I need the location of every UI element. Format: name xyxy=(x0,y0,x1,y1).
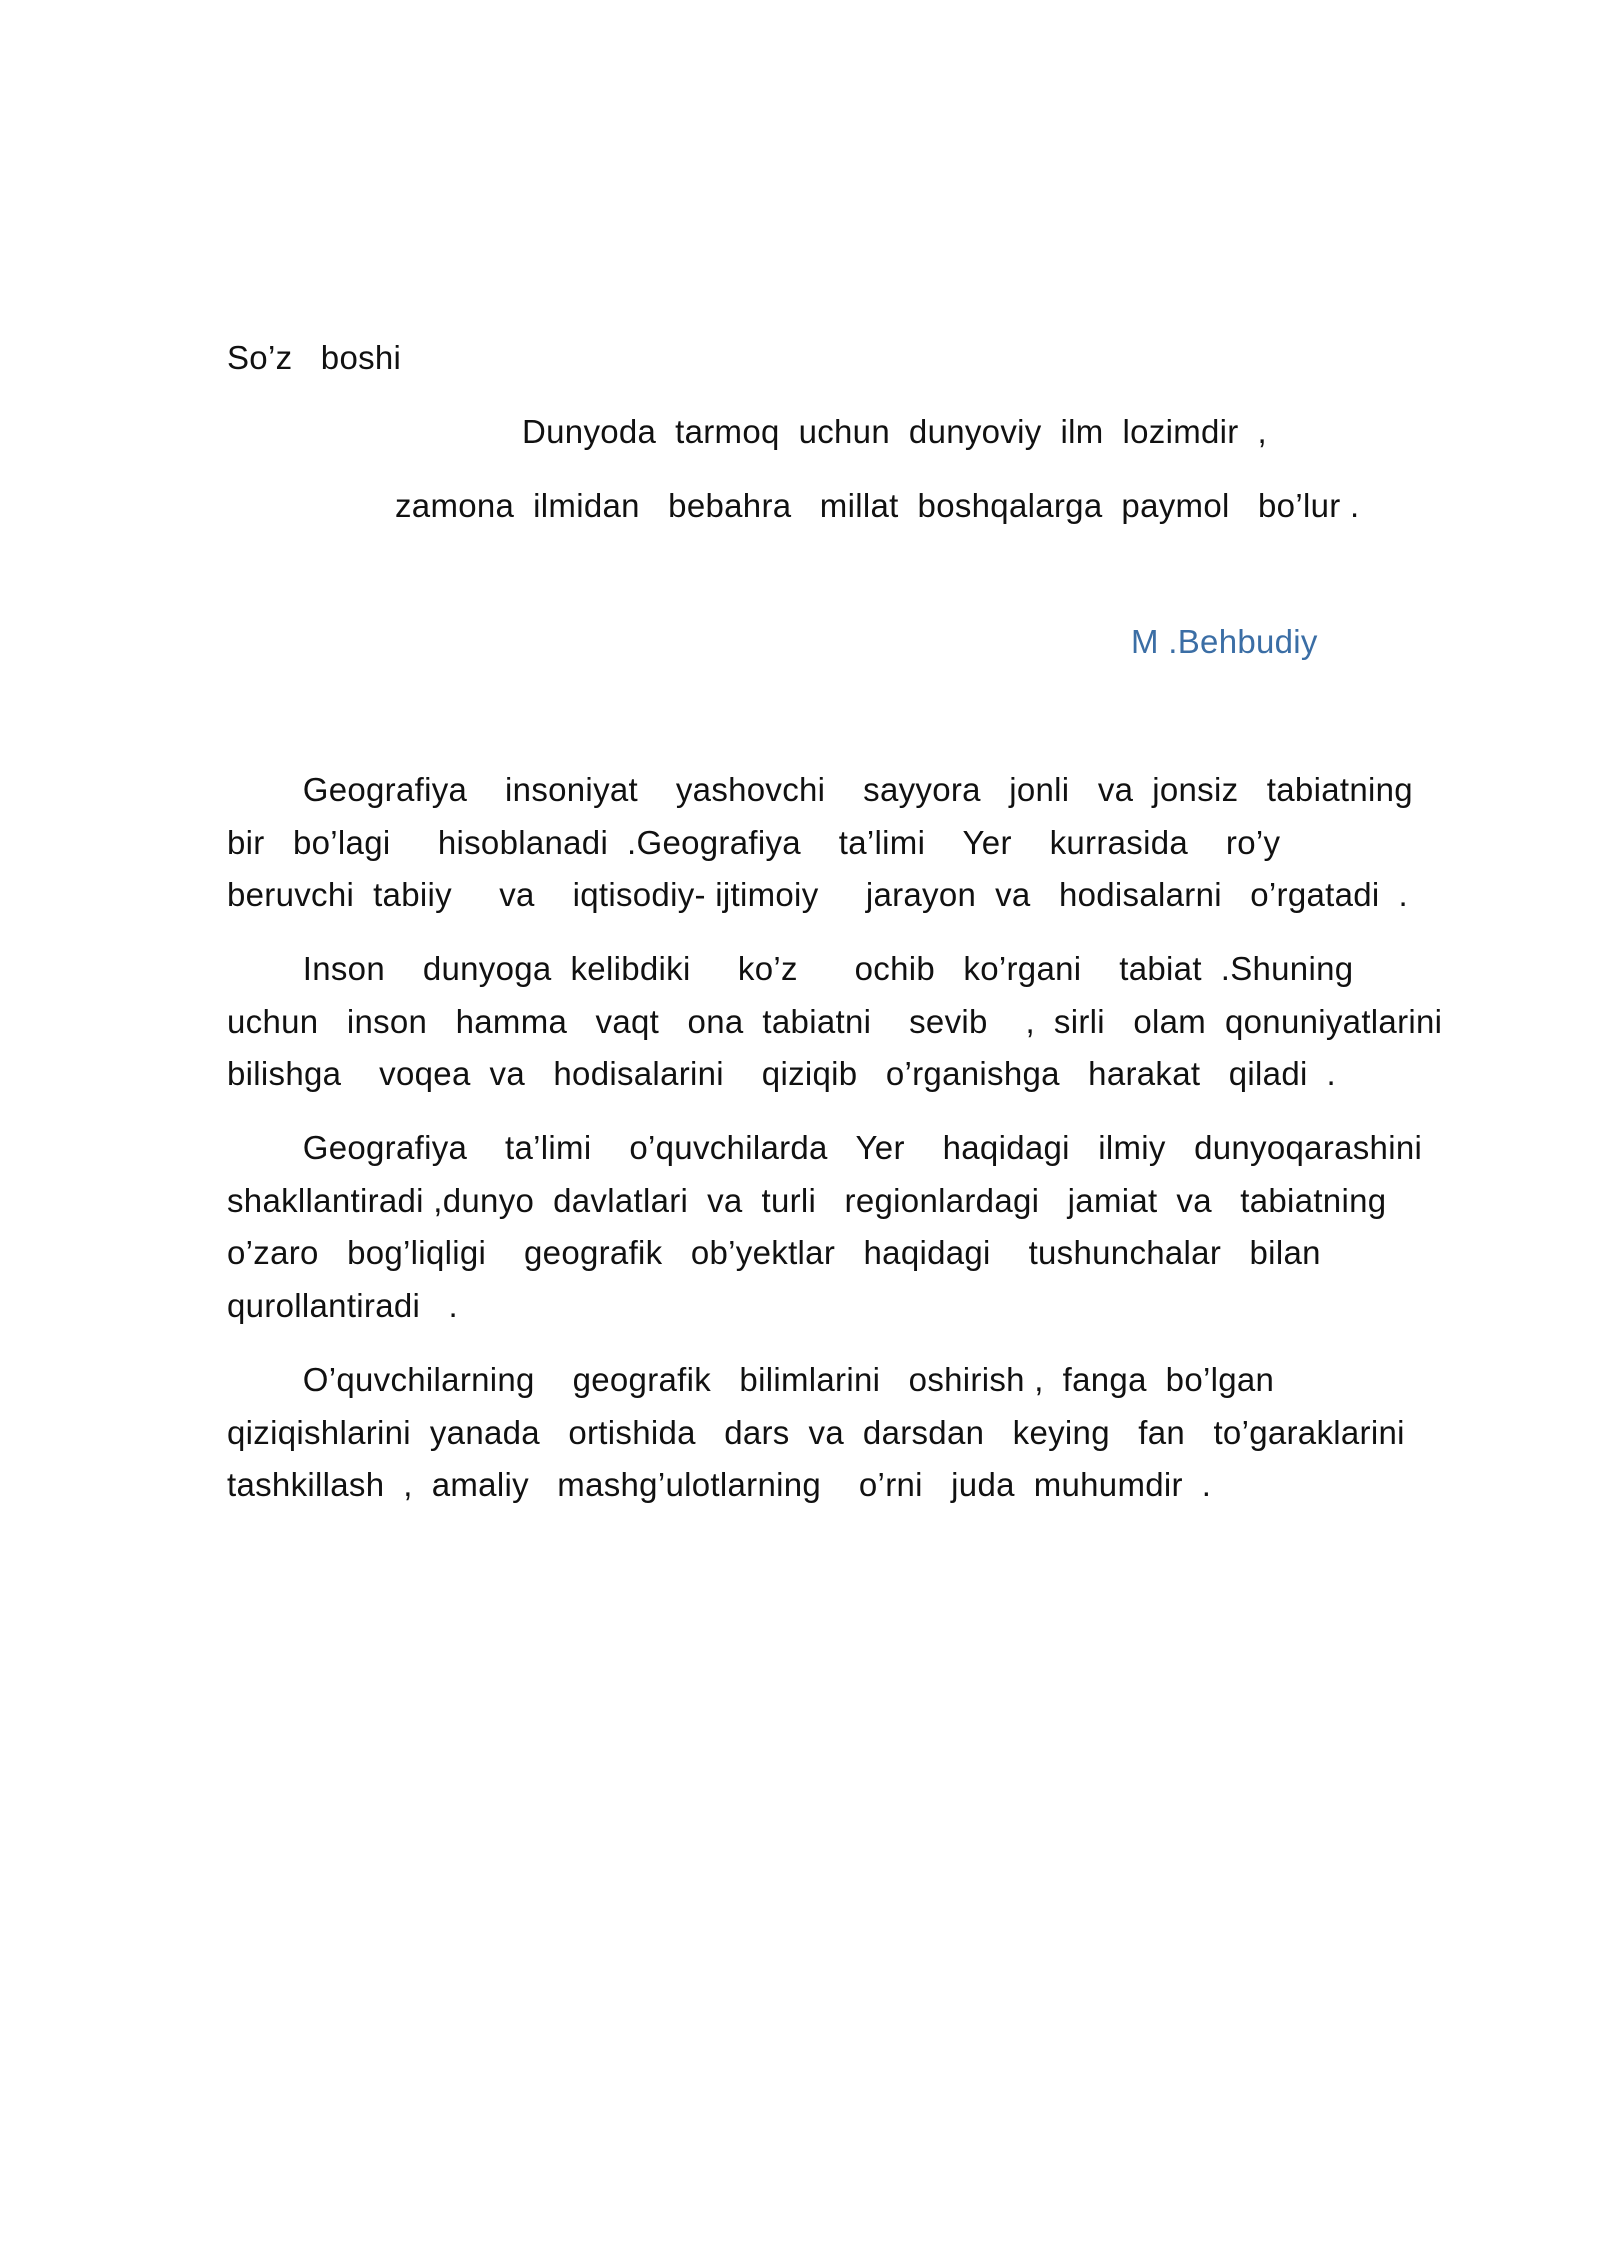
paragraph-1 xyxy=(227,764,1452,922)
paragraph-line: o’zaro bog’liqligi geografik ob’yektlar haqidagi tushunchalar bilan xyxy=(227,1234,1321,1271)
paragraph-line: qurollantiradi . xyxy=(227,1286,459,1324)
paragraph-line: O’quvchilarning geografik bilimlarini oshirish , fanga bo’lgan xyxy=(227,1361,1275,1398)
paragraph-line: Inson dunyoga kelibdiki ko’z ochib ko’rgani tabiat .Shuning xyxy=(227,950,1354,987)
paragraph-line: tashkillash , amaliy mashg’ulotlarning o’rni juda muhumdir . xyxy=(227,1466,1212,1503)
paragraph-line: qiziqishlarini yanada ortishida dars va darsdan keying fan to’garaklarini xyxy=(227,1413,1405,1451)
paragraph-line: uchun inson hamma vaqt ona tabiatni sevib , sirli olam qonuniyatlarini xyxy=(227,1002,1443,1040)
epigraph-line-2: zamona ilmidan bebahra millat boshqalarga paymol bo’lur . xyxy=(395,487,1360,524)
paragraph-line: Geografiya insoniyat yashovchi sayyora jonli va jonsiz tabiatning xyxy=(227,771,1413,808)
paragraph-line: Geografiya ta’limi o’quvchilarda Yer haqidagi ilmiy dunyoqarashini xyxy=(227,1129,1423,1166)
epigraph-line-1: Dunyoda tarmoq uchun dunyoviy ilm lozimdir , xyxy=(522,413,1267,450)
epigraph-author: M .Behbudiy xyxy=(1131,623,1318,660)
paragraph-4 xyxy=(227,1354,1452,1512)
paragraph-3 xyxy=(227,1122,1452,1332)
paragraph-line: beruvchi tabiiy va iqtisodiy- ijtimoiy jarayon va hodisalarni o’rgatadi . xyxy=(227,876,1408,913)
paragraph-line: bilishga voqea va hodisalarini qiziqib o’rganishga harakat qiladi . xyxy=(227,1055,1337,1092)
paragraph-line: bir bo’lagi hisoblanadi .Geografiya ta’limi Yer kurrasida ro’y xyxy=(227,823,1281,861)
paragraph-line: shakllantiradi ,dunyo davlatlari va turli regionlardagi jamiat va tabiatning xyxy=(227,1181,1387,1219)
paragraph-2 xyxy=(227,943,1452,1101)
document-heading: So’z boshi xyxy=(227,339,402,376)
